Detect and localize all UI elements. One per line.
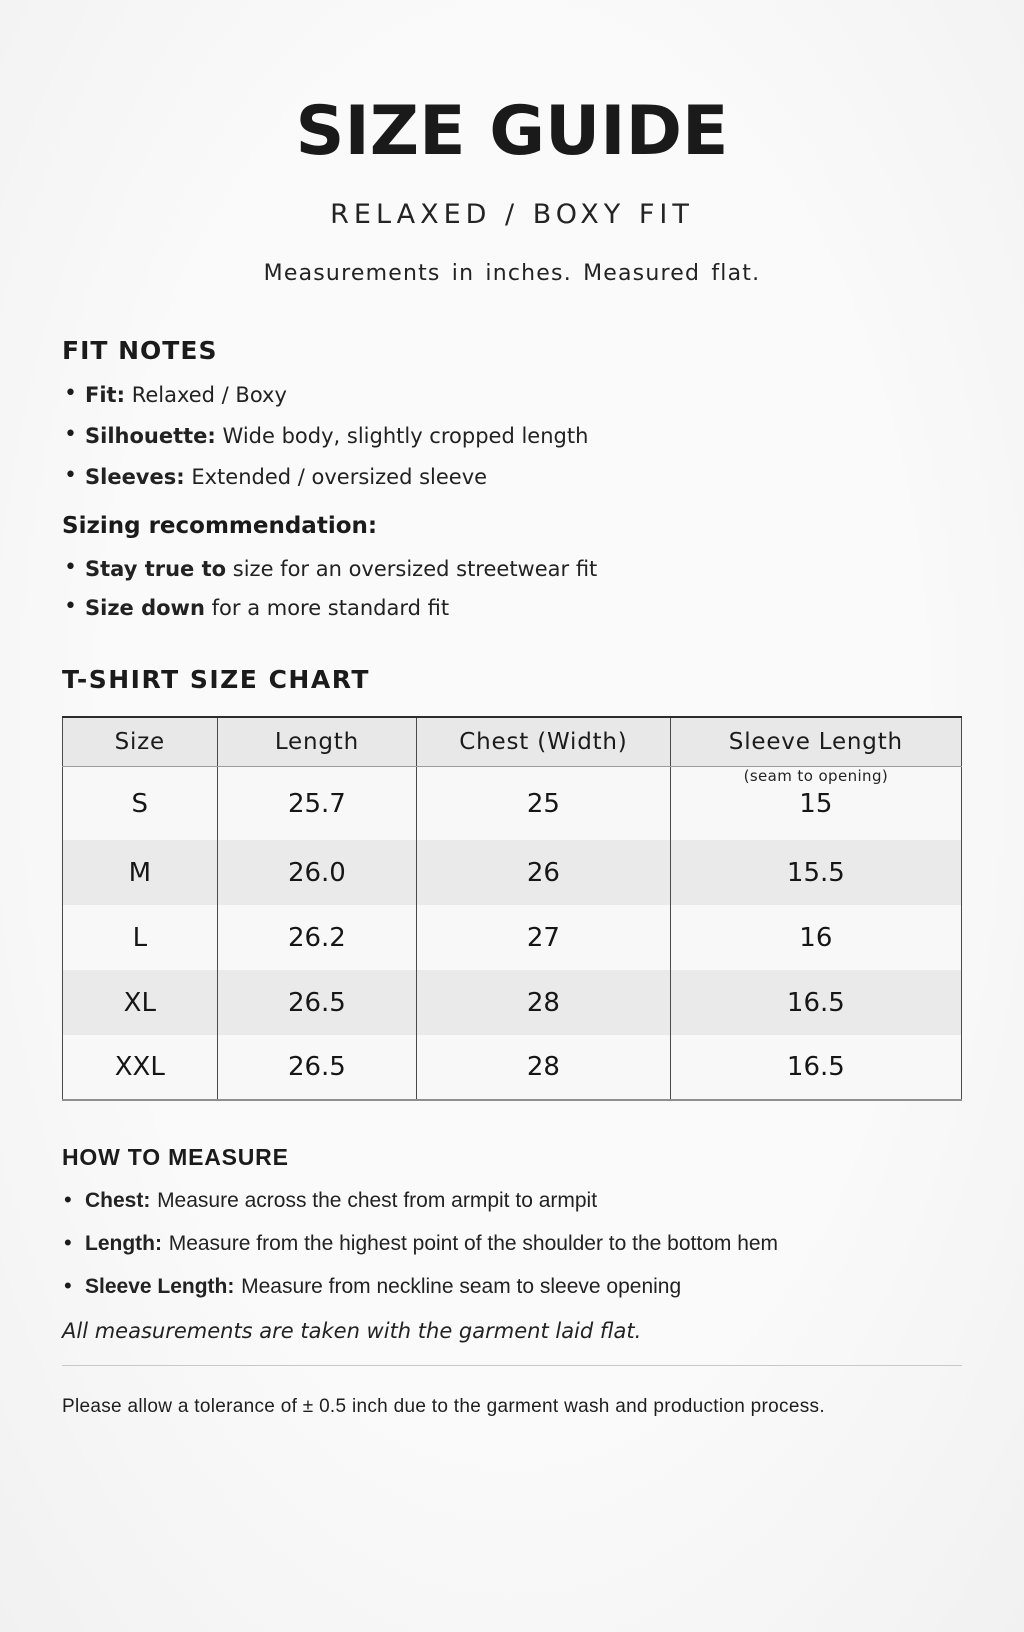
cell-length: 26.5 [217, 1035, 417, 1100]
size-chart-section [62, 664, 962, 1101]
page-title: SIZE GUIDE [295, 92, 729, 171]
column-header-size: Size [63, 717, 218, 766]
cell-sleeve: 16 [670, 905, 961, 970]
table-row [63, 840, 962, 905]
item-label: Length: [85, 1232, 162, 1256]
size-chart-table [62, 716, 962, 1101]
cell-sleeve: 16.5 [670, 1035, 961, 1100]
footer-divider [62, 1365, 962, 1366]
list-item [62, 1187, 962, 1215]
cell-size: L [132, 922, 148, 953]
table-row [63, 970, 962, 1035]
item-text: for a more standard fit [211, 596, 450, 621]
table-row [63, 905, 962, 970]
list-item [62, 381, 962, 409]
fit-subtitle: RELAXED / BOXY FIT [330, 199, 694, 231]
how-to-measure-list [62, 1187, 962, 1301]
cell-length: 26.5 [217, 970, 417, 1035]
measurement-tagline: Measurements in inches. Measured flat. [263, 261, 761, 287]
cell-size: XXL [114, 1052, 165, 1083]
column-header-length: Length [217, 717, 417, 766]
column-header-chest: Chest (Width) [417, 717, 671, 766]
size-chart-heading: T-SHIRT SIZE CHART [62, 665, 370, 695]
item-text: Measure across the chest from armpit to armpit [157, 1189, 598, 1213]
cell-size: M [128, 857, 152, 888]
fit-notes-section [62, 335, 962, 622]
item-label: Sleeve Length: [85, 1275, 235, 1299]
cell-chest: 26 [417, 840, 671, 905]
list-item [62, 1230, 962, 1258]
size-guide-page [0, 92, 1024, 1632]
item-text: Measure from the highest point of the shoulder to the bottom hem [168, 1232, 779, 1256]
document-header [62, 92, 962, 287]
list-item [62, 594, 962, 622]
cell-chest: 28 [417, 1035, 671, 1100]
cell-sleeve: 15.5 [670, 840, 961, 905]
cell-chest: 27 [417, 905, 671, 970]
column-header-sleeve-label: Sleeve Length [728, 729, 903, 756]
item-label: Size down [85, 596, 205, 621]
fit-notes-heading: FIT NOTES [62, 336, 218, 366]
tolerance-note: Please allow a tolerance of ± 0.5 inch due to the garment wash and production process. [62, 1396, 825, 1418]
item-label: Silhouette: [85, 424, 216, 449]
list-item [62, 463, 962, 491]
list-item [62, 422, 962, 450]
cell-size: S [131, 788, 149, 819]
cell-chest: 28 [417, 970, 671, 1035]
how-to-measure-heading: HOW TO MEASURE [62, 1144, 289, 1171]
cell-length: 26.0 [217, 840, 417, 905]
column-header-sleeve-sublabel: (seam to opening) [743, 766, 889, 785]
cell-length: 25.7 [217, 766, 417, 840]
cell-chest: 25 [417, 766, 671, 840]
item-label: Stay true to [85, 557, 227, 582]
sizing-recommendation-list [62, 555, 962, 622]
item-label: Sleeves: [85, 465, 185, 490]
item-label: Fit: [85, 383, 125, 408]
sizing-recommendation-heading: Sizing recommendation: [62, 513, 378, 540]
table-header-row [63, 717, 962, 766]
cell-length: 26.2 [217, 905, 417, 970]
flat-measurement-note: All measurements are taken with the garment laid flat. [62, 1319, 642, 1344]
item-text: Wide body, slightly cropped length [222, 424, 589, 449]
item-text: Measure from neckline seam to sleeve opening [241, 1275, 682, 1299]
how-to-measure-section [62, 1141, 962, 1345]
item-text: size for an oversized streetwear fit [232, 557, 598, 582]
column-header-sleeve [670, 717, 961, 785]
cell-sleeve: 16.5 [670, 970, 961, 1035]
list-item [62, 555, 962, 583]
item-text: Relaxed / Boxy [131, 383, 287, 408]
item-text: Extended / oversized sleeve [191, 465, 488, 490]
cell-sleeve: 15 [670, 766, 961, 840]
list-item [62, 1273, 962, 1301]
fit-notes-list [62, 381, 962, 491]
item-label: Chest: [85, 1189, 151, 1213]
table-row [63, 1035, 962, 1100]
cell-size: XL [123, 987, 156, 1018]
